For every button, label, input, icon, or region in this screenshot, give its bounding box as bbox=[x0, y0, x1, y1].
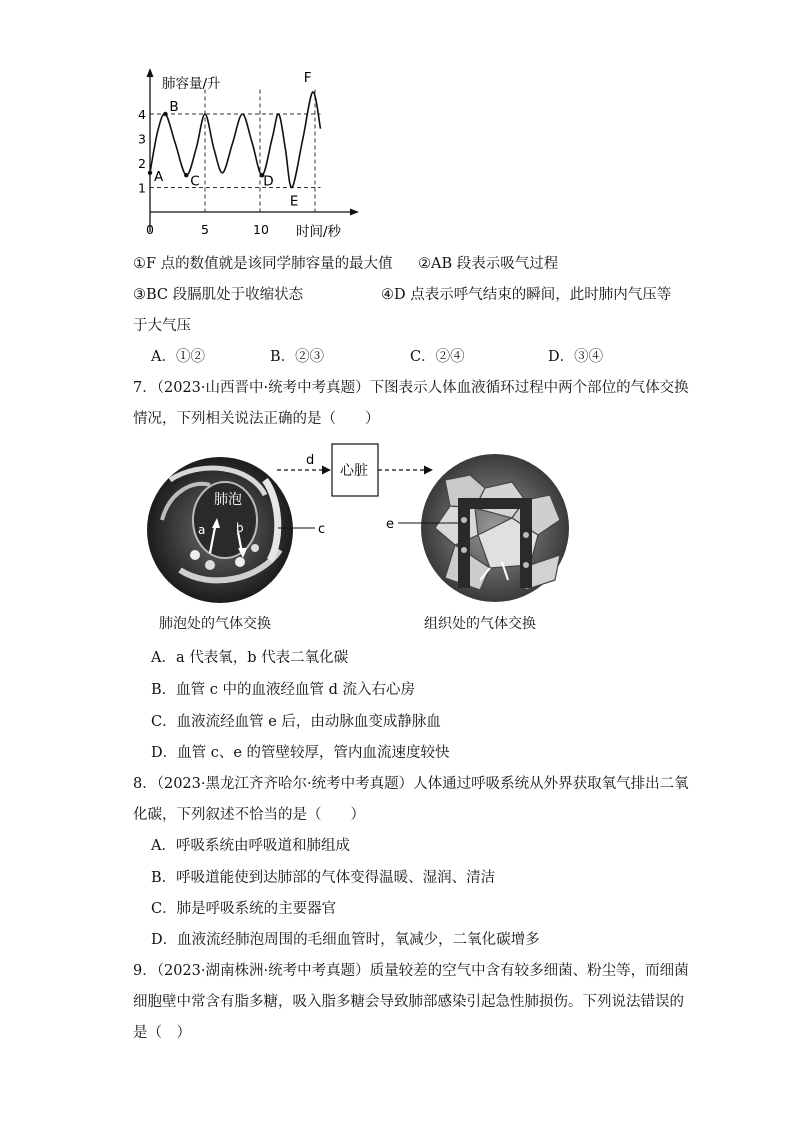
q8-option-b[interactable]: B．呼吸道能使到达肺部的气体变得温暖、湿润、清洁 bbox=[151, 870, 496, 886]
x-tick-label-10: 10 bbox=[253, 222, 269, 237]
x-axis-label: 时间/秒 bbox=[296, 224, 342, 240]
q6-statement-1: ①F 点的数值就是该同学肺容量的最大值 bbox=[133, 256, 393, 272]
q9-stem-line3: 是（ ） bbox=[133, 1025, 191, 1041]
q6-statement-3: ③BC 段膈肌处于收缩状态 bbox=[133, 287, 304, 303]
alveolus-label: 肺泡 bbox=[214, 492, 242, 508]
tissue-illustration bbox=[421, 454, 569, 602]
q8-option-c[interactable]: C．肺是呼吸系统的主要器官 bbox=[151, 901, 337, 917]
y-tick-label-2: 2 bbox=[138, 156, 146, 171]
gas-exchange-figure bbox=[140, 440, 590, 620]
point-C bbox=[184, 173, 188, 177]
label-b: b bbox=[236, 521, 244, 535]
lung-volume-chart bbox=[130, 62, 370, 252]
x-axis-arrow bbox=[350, 209, 359, 216]
x-tick-label-5: 5 bbox=[201, 222, 209, 237]
q8-stem-line2: 化碳，下列叙述不恰当的是（ ） bbox=[133, 807, 365, 823]
y-tick-label-1: 1 bbox=[138, 180, 146, 196]
label-c: c bbox=[318, 522, 326, 537]
point-B bbox=[163, 112, 167, 116]
point-label-E: E bbox=[289, 193, 299, 210]
label-a: a bbox=[198, 523, 206, 537]
q7-option-c[interactable]: C．血液流经血管 e 后，由动脉血变成静脉血 bbox=[151, 714, 441, 730]
x-tick-label-0: 0 bbox=[146, 222, 154, 237]
label-e: e bbox=[386, 517, 394, 532]
q9-stem-line1: 9．（2023·湖南株洲·统考中考真题）质量较差的空气中含有较多细菌、粉尘等，而细菌 bbox=[133, 963, 689, 979]
q7-stem-line2: 情况，下列相关说法正确的是（ ） bbox=[133, 411, 380, 427]
point-label-A: A bbox=[154, 168, 164, 185]
point-label-F: F bbox=[303, 69, 312, 86]
caption-tissue-exchange: 组织处的气体交换 bbox=[424, 616, 536, 632]
q6-statement-4: ④D 点表示呼气结束的瞬间，此时肺内气压等 bbox=[381, 287, 672, 303]
caption-alveolus-exchange: 肺泡处的气体交换 bbox=[159, 616, 271, 632]
q8-option-d[interactable]: D．血液流经肺泡周围的毛细血管时，氧减少，二氧化碳增多 bbox=[151, 932, 540, 948]
q6-statement-4-cont: 于大气压 bbox=[133, 318, 191, 334]
q7-stem-line1: 7．（2023·山西晋中·统考中考真题）下图表示人体血液循环过程中两个部位的气体交换 bbox=[133, 380, 689, 396]
point-label-B: B bbox=[169, 99, 179, 115]
heart-label: 心脏 bbox=[340, 463, 368, 479]
q6-statement-2: ②AB 段表示吸气过程 bbox=[418, 256, 559, 272]
q6-option-d[interactable]: D．③④ bbox=[548, 349, 604, 365]
q6-option-b[interactable]: B．②③ bbox=[270, 349, 325, 365]
q7-option-a[interactable]: A．a 代表氧，b 代表二氧化碳 bbox=[151, 650, 349, 666]
q7-option-d[interactable]: D．血管 c、e 的管壁较厚，管内血流速度较快 bbox=[151, 745, 450, 761]
y-tick-label-3: 3 bbox=[138, 131, 146, 147]
q7-option-b[interactable]: B．血管 c 中的血液经血管 d 流入右心房 bbox=[151, 682, 415, 698]
q6-option-c[interactable]: C．②④ bbox=[410, 349, 465, 365]
q8-option-a[interactable]: A．呼吸系统由呼吸道和肺组成 bbox=[151, 838, 350, 854]
y-axis-label: 肺容量/升 bbox=[162, 76, 221, 92]
y-axis-arrow bbox=[147, 68, 154, 77]
q6-option-a[interactable]: A．①② bbox=[151, 349, 205, 365]
point-label-D: D bbox=[263, 173, 274, 190]
y-tick-label-4: 4 bbox=[138, 107, 146, 122]
label-d: d bbox=[306, 453, 315, 468]
q8-stem-line1: 8．（2023·黑龙江齐齐哈尔·统考中考真题）人体通过呼吸系统从外界获取氧气排出二氧 bbox=[133, 776, 689, 792]
alveolus-illustration bbox=[147, 457, 293, 603]
point-label-C: C bbox=[190, 173, 200, 190]
point-A bbox=[148, 171, 152, 175]
q9-stem-line2: 细胞壁中常含有脂多糖，吸入脂多糖会导致肺部感染引起急性肺损伤。下列说法错误的 bbox=[133, 994, 684, 1010]
